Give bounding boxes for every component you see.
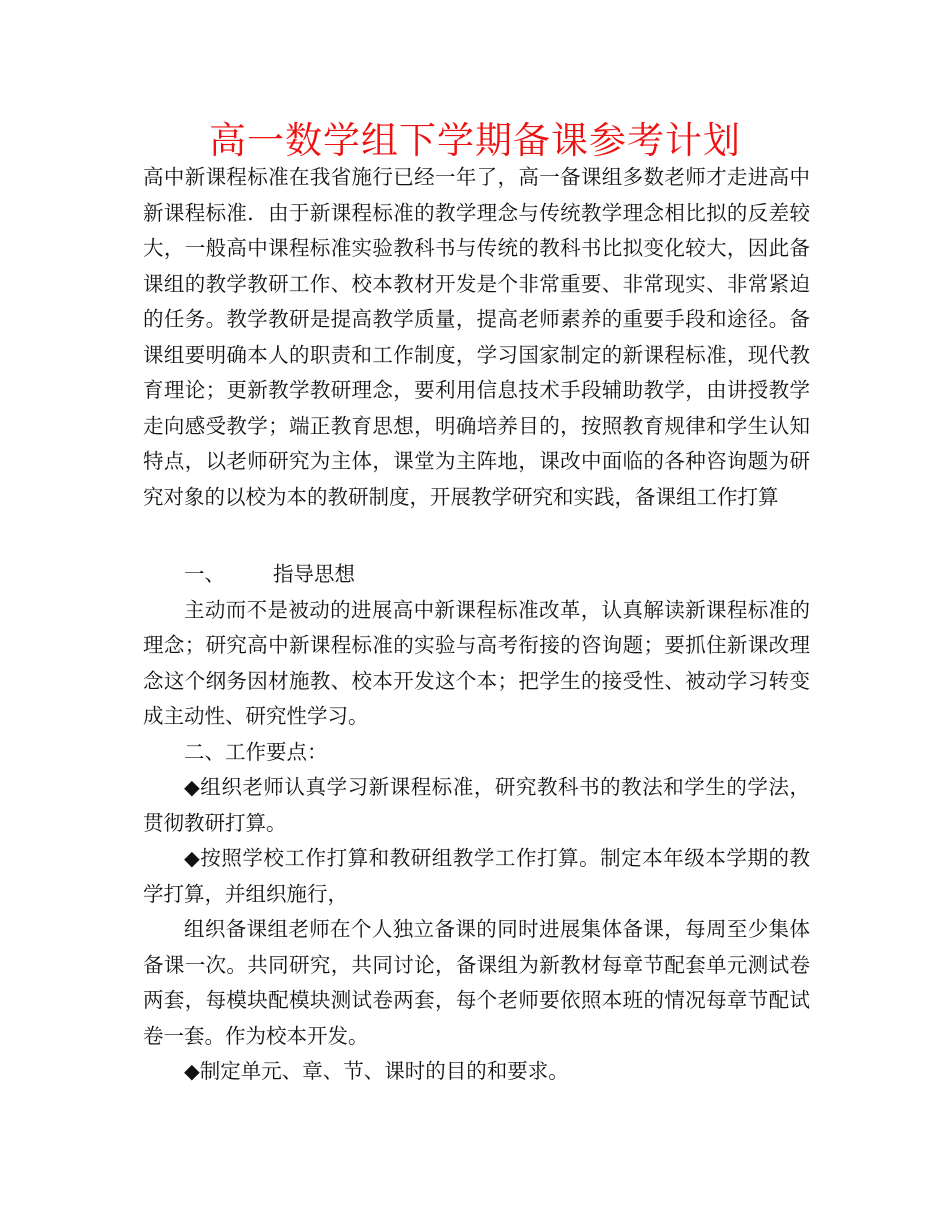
- section-1-paragraph: 主动而不是被动的进展高中新课程标准改革，认真解读新课程标准的理念；研究高中新课程标准的实验与高考衔接的咨询题；要抓住新课改理念这个纲务因材施教、校本开发这个本；把学生的接受性、被动学习转变成主动性、研究性学习。: [143, 597, 810, 728]
- section-2-point-3: 组织备课组老师在个人独立备课的同时进展集体备课，每周至少集体备课一次。共同研究，共同讨论，备课组为新教材每章节配套单元测试卷两套，每模块配模块测试卷两套，每个老师要依照本班的情况每章节配试卷一套。作为校本开发。: [143, 917, 810, 1048]
- section-1-heading: [143, 557, 810, 593]
- intro-paragraph: 高中新课程标准在我省施行已经一年了，高一备课组多数老师才走进高中新课程标准．由于新课程标准的教学理念与传统教学理念相比拟的反差较大，一般高中课程标准实验教科书与传统的教科书比拟变化较大，因此备课组的教学教研工作、校本教材开发是个非常重要、非常现实、非常紧迫的任务。教学教研是提高教学质量，提高老师素养的重要手段和途径。备课组要明确本人的职责和工作制度，学习国家制定的新课程标准，现代教育理论；更新教学教研理念，要利用信息技术手段辅助教学，由讲授教学走向感受教学；端正教育思想，明确培养目的，按照教育规律和学生认知特点，以老师研究为主体，课堂为主阵地，课改中面临的各种咨询题为研究对象的以校为本的教研制度，开展教学研究和实践，备课组工作打算: [143, 165, 810, 509]
- section-2-point-1: ◆组织老师认真学习新课程标准，研究教科书的教法和学生的学法，贯彻教研打算。: [143, 775, 810, 835]
- section-2-heading: 二、工作要点：: [184, 739, 328, 764]
- section-1-number: 一、: [184, 562, 225, 586]
- document-title: 高一数学组下学期备课参考计划: [209, 119, 741, 162]
- section-2-point-2: ◆按照学校工作打算和教研组教学工作打算。制定本年级本学期的教学打算，并组织施行，: [143, 846, 810, 906]
- document-body: [143, 160, 810, 1090]
- section-2-point-4: ◆制定单元、章、节、课时的目的和要求。: [184, 1059, 569, 1083]
- section-1-title: 指导思想: [273, 562, 355, 586]
